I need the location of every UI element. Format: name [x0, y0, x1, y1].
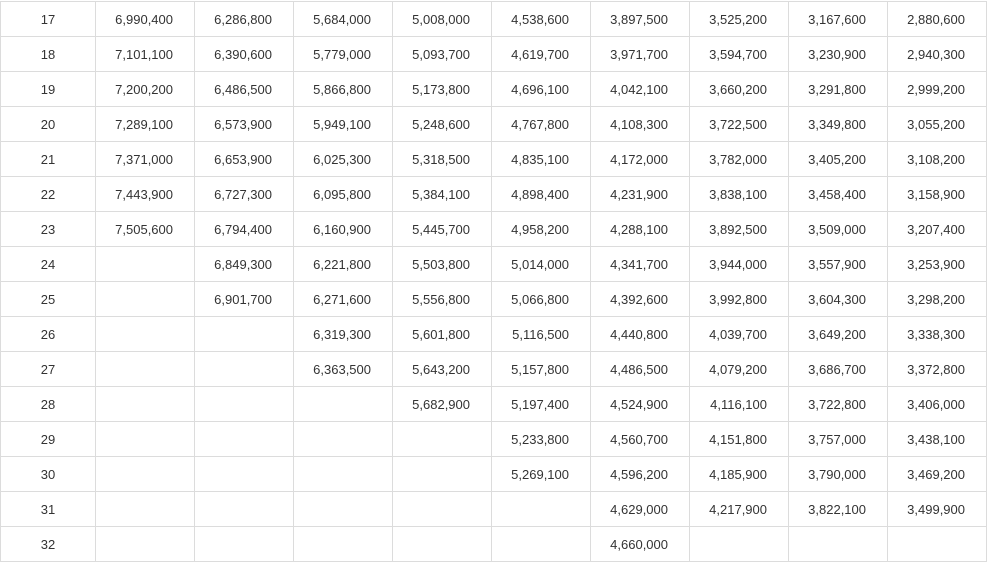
value-cell: 3,971,700 [591, 37, 690, 72]
value-cell: 4,440,800 [591, 317, 690, 352]
value-cell: 3,992,800 [690, 282, 789, 317]
value-cell: 5,601,800 [393, 317, 492, 352]
value-cell: 3,892,500 [690, 212, 789, 247]
value-cell [294, 422, 393, 457]
value-cell: 3,897,500 [591, 2, 690, 37]
value-cell: 3,660,200 [690, 72, 789, 107]
value-cell: 5,684,000 [294, 2, 393, 37]
value-cell: 3,298,200 [888, 282, 987, 317]
table-row [1, 527, 987, 562]
value-cell: 3,469,200 [888, 457, 987, 492]
value-cell: 3,722,500 [690, 107, 789, 142]
value-cell: 2,940,300 [888, 37, 987, 72]
value-cell: 4,835,100 [492, 142, 591, 177]
grade-cell: 22 [1, 177, 96, 212]
value-cell: 3,167,600 [789, 2, 888, 37]
value-cell: 5,949,100 [294, 107, 393, 142]
value-cell: 4,151,800 [690, 422, 789, 457]
value-cell: 6,160,900 [294, 212, 393, 247]
value-cell: 4,039,700 [690, 317, 789, 352]
table-row [1, 387, 987, 422]
value-cell: 3,158,900 [888, 177, 987, 212]
value-cell [888, 527, 987, 562]
grade-cell: 23 [1, 212, 96, 247]
value-cell: 5,008,000 [393, 2, 492, 37]
value-cell: 4,538,600 [492, 2, 591, 37]
value-cell [96, 527, 195, 562]
grade-cell: 19 [1, 72, 96, 107]
value-cell: 3,525,200 [690, 2, 789, 37]
table-row [1, 177, 987, 212]
value-cell: 6,221,800 [294, 247, 393, 282]
value-cell: 4,898,400 [492, 177, 591, 212]
grade-cell: 26 [1, 317, 96, 352]
value-cell [690, 527, 789, 562]
value-cell [195, 457, 294, 492]
grade-cell: 24 [1, 247, 96, 282]
value-cell: 7,505,600 [96, 212, 195, 247]
value-cell: 5,197,400 [492, 387, 591, 422]
value-cell [96, 247, 195, 282]
table-row [1, 247, 987, 282]
value-cell [195, 527, 294, 562]
value-cell: 3,757,000 [789, 422, 888, 457]
value-cell: 4,560,700 [591, 422, 690, 457]
value-cell: 3,108,200 [888, 142, 987, 177]
value-cell: 7,101,100 [96, 37, 195, 72]
value-cell [294, 527, 393, 562]
value-cell: 5,866,800 [294, 72, 393, 107]
value-cell [96, 492, 195, 527]
value-cell: 7,443,900 [96, 177, 195, 212]
grade-cell: 17 [1, 2, 96, 37]
value-cell: 3,405,200 [789, 142, 888, 177]
value-cell: 5,643,200 [393, 352, 492, 387]
value-cell [393, 457, 492, 492]
value-cell: 5,066,800 [492, 282, 591, 317]
value-cell: 5,157,800 [492, 352, 591, 387]
value-cell: 4,524,900 [591, 387, 690, 422]
value-cell: 5,556,800 [393, 282, 492, 317]
value-cell [96, 387, 195, 422]
value-cell: 3,722,800 [789, 387, 888, 422]
value-cell [294, 387, 393, 422]
value-cell: 3,649,200 [789, 317, 888, 352]
value-cell: 7,289,100 [96, 107, 195, 142]
table-row [1, 142, 987, 177]
value-cell: 4,596,200 [591, 457, 690, 492]
value-cell: 5,269,100 [492, 457, 591, 492]
value-cell: 3,944,000 [690, 247, 789, 282]
value-cell: 3,055,200 [888, 107, 987, 142]
value-cell [294, 457, 393, 492]
value-cell: 6,990,400 [96, 2, 195, 37]
value-cell [195, 387, 294, 422]
grade-cell: 30 [1, 457, 96, 492]
value-cell: 3,604,300 [789, 282, 888, 317]
value-cell [96, 352, 195, 387]
value-cell [492, 492, 591, 527]
value-cell: 5,503,800 [393, 247, 492, 282]
value-cell: 3,253,900 [888, 247, 987, 282]
salary-table [0, 1, 987, 562]
value-cell [96, 457, 195, 492]
table-row [1, 422, 987, 457]
table-row [1, 352, 987, 387]
value-cell: 7,371,000 [96, 142, 195, 177]
value-cell: 6,727,300 [195, 177, 294, 212]
grade-cell: 29 [1, 422, 96, 457]
value-cell: 4,042,100 [591, 72, 690, 107]
table-row [1, 72, 987, 107]
value-cell: 5,014,000 [492, 247, 591, 282]
value-cell: 6,901,700 [195, 282, 294, 317]
value-cell [393, 492, 492, 527]
value-cell: 3,594,700 [690, 37, 789, 72]
grade-cell: 32 [1, 527, 96, 562]
value-cell: 3,686,700 [789, 352, 888, 387]
value-cell: 5,779,000 [294, 37, 393, 72]
grade-cell: 21 [1, 142, 96, 177]
value-cell [96, 317, 195, 352]
value-cell: 6,849,300 [195, 247, 294, 282]
value-cell: 4,288,100 [591, 212, 690, 247]
table-row [1, 317, 987, 352]
value-cell [96, 422, 195, 457]
value-cell [492, 527, 591, 562]
value-cell: 3,838,100 [690, 177, 789, 212]
value-cell: 3,207,400 [888, 212, 987, 247]
value-cell: 3,349,800 [789, 107, 888, 142]
value-cell: 6,319,300 [294, 317, 393, 352]
value-cell: 6,025,300 [294, 142, 393, 177]
value-cell: 2,880,600 [888, 2, 987, 37]
value-cell: 4,108,300 [591, 107, 690, 142]
value-cell: 4,958,200 [492, 212, 591, 247]
value-cell: 4,231,900 [591, 177, 690, 212]
value-cell: 3,790,000 [789, 457, 888, 492]
value-cell: 7,200,200 [96, 72, 195, 107]
table-row [1, 37, 987, 72]
table-row [1, 2, 987, 37]
value-cell: 5,173,800 [393, 72, 492, 107]
value-cell: 6,573,900 [195, 107, 294, 142]
value-cell: 6,286,800 [195, 2, 294, 37]
table-row [1, 107, 987, 142]
table-body [1, 2, 987, 562]
value-cell [96, 282, 195, 317]
value-cell: 6,363,500 [294, 352, 393, 387]
value-cell [789, 527, 888, 562]
value-cell: 4,767,800 [492, 107, 591, 142]
value-cell: 4,486,500 [591, 352, 690, 387]
value-cell: 6,271,600 [294, 282, 393, 317]
table-row [1, 212, 987, 247]
value-cell: 5,384,100 [393, 177, 492, 212]
table-row [1, 492, 987, 527]
value-cell [195, 352, 294, 387]
value-cell: 4,185,900 [690, 457, 789, 492]
table-row [1, 282, 987, 317]
grade-cell: 27 [1, 352, 96, 387]
value-cell [294, 492, 393, 527]
value-cell: 6,095,800 [294, 177, 393, 212]
value-cell: 2,999,200 [888, 72, 987, 107]
value-cell: 6,794,400 [195, 212, 294, 247]
value-cell: 4,696,100 [492, 72, 591, 107]
grade-cell: 25 [1, 282, 96, 317]
value-cell: 4,341,700 [591, 247, 690, 282]
value-cell: 3,509,000 [789, 212, 888, 247]
value-cell: 3,230,900 [789, 37, 888, 72]
grade-cell: 31 [1, 492, 96, 527]
value-cell: 3,291,800 [789, 72, 888, 107]
value-cell: 5,682,900 [393, 387, 492, 422]
grade-cell: 20 [1, 107, 96, 142]
grade-cell: 28 [1, 387, 96, 422]
value-cell: 4,619,700 [492, 37, 591, 72]
value-cell: 3,458,400 [789, 177, 888, 212]
value-cell: 3,822,100 [789, 492, 888, 527]
value-cell: 5,093,700 [393, 37, 492, 72]
value-cell: 5,318,500 [393, 142, 492, 177]
value-cell [195, 492, 294, 527]
value-cell: 4,660,000 [591, 527, 690, 562]
value-cell: 5,233,800 [492, 422, 591, 457]
value-cell: 4,172,000 [591, 142, 690, 177]
value-cell: 4,217,900 [690, 492, 789, 527]
value-cell [195, 422, 294, 457]
value-cell: 3,406,000 [888, 387, 987, 422]
value-cell: 4,079,200 [690, 352, 789, 387]
value-cell [393, 422, 492, 457]
value-cell: 3,499,900 [888, 492, 987, 527]
value-cell: 5,116,500 [492, 317, 591, 352]
value-cell: 3,372,800 [888, 352, 987, 387]
value-cell: 3,338,300 [888, 317, 987, 352]
value-cell: 4,392,600 [591, 282, 690, 317]
table-row [1, 457, 987, 492]
value-cell [393, 527, 492, 562]
value-cell: 4,629,000 [591, 492, 690, 527]
value-cell: 3,557,900 [789, 247, 888, 282]
value-cell: 4,116,100 [690, 387, 789, 422]
value-cell [195, 317, 294, 352]
value-cell: 5,248,600 [393, 107, 492, 142]
grade-cell: 18 [1, 37, 96, 72]
value-cell: 6,653,900 [195, 142, 294, 177]
value-cell: 3,782,000 [690, 142, 789, 177]
value-cell: 6,390,600 [195, 37, 294, 72]
value-cell: 3,438,100 [888, 422, 987, 457]
value-cell: 5,445,700 [393, 212, 492, 247]
value-cell: 6,486,500 [195, 72, 294, 107]
